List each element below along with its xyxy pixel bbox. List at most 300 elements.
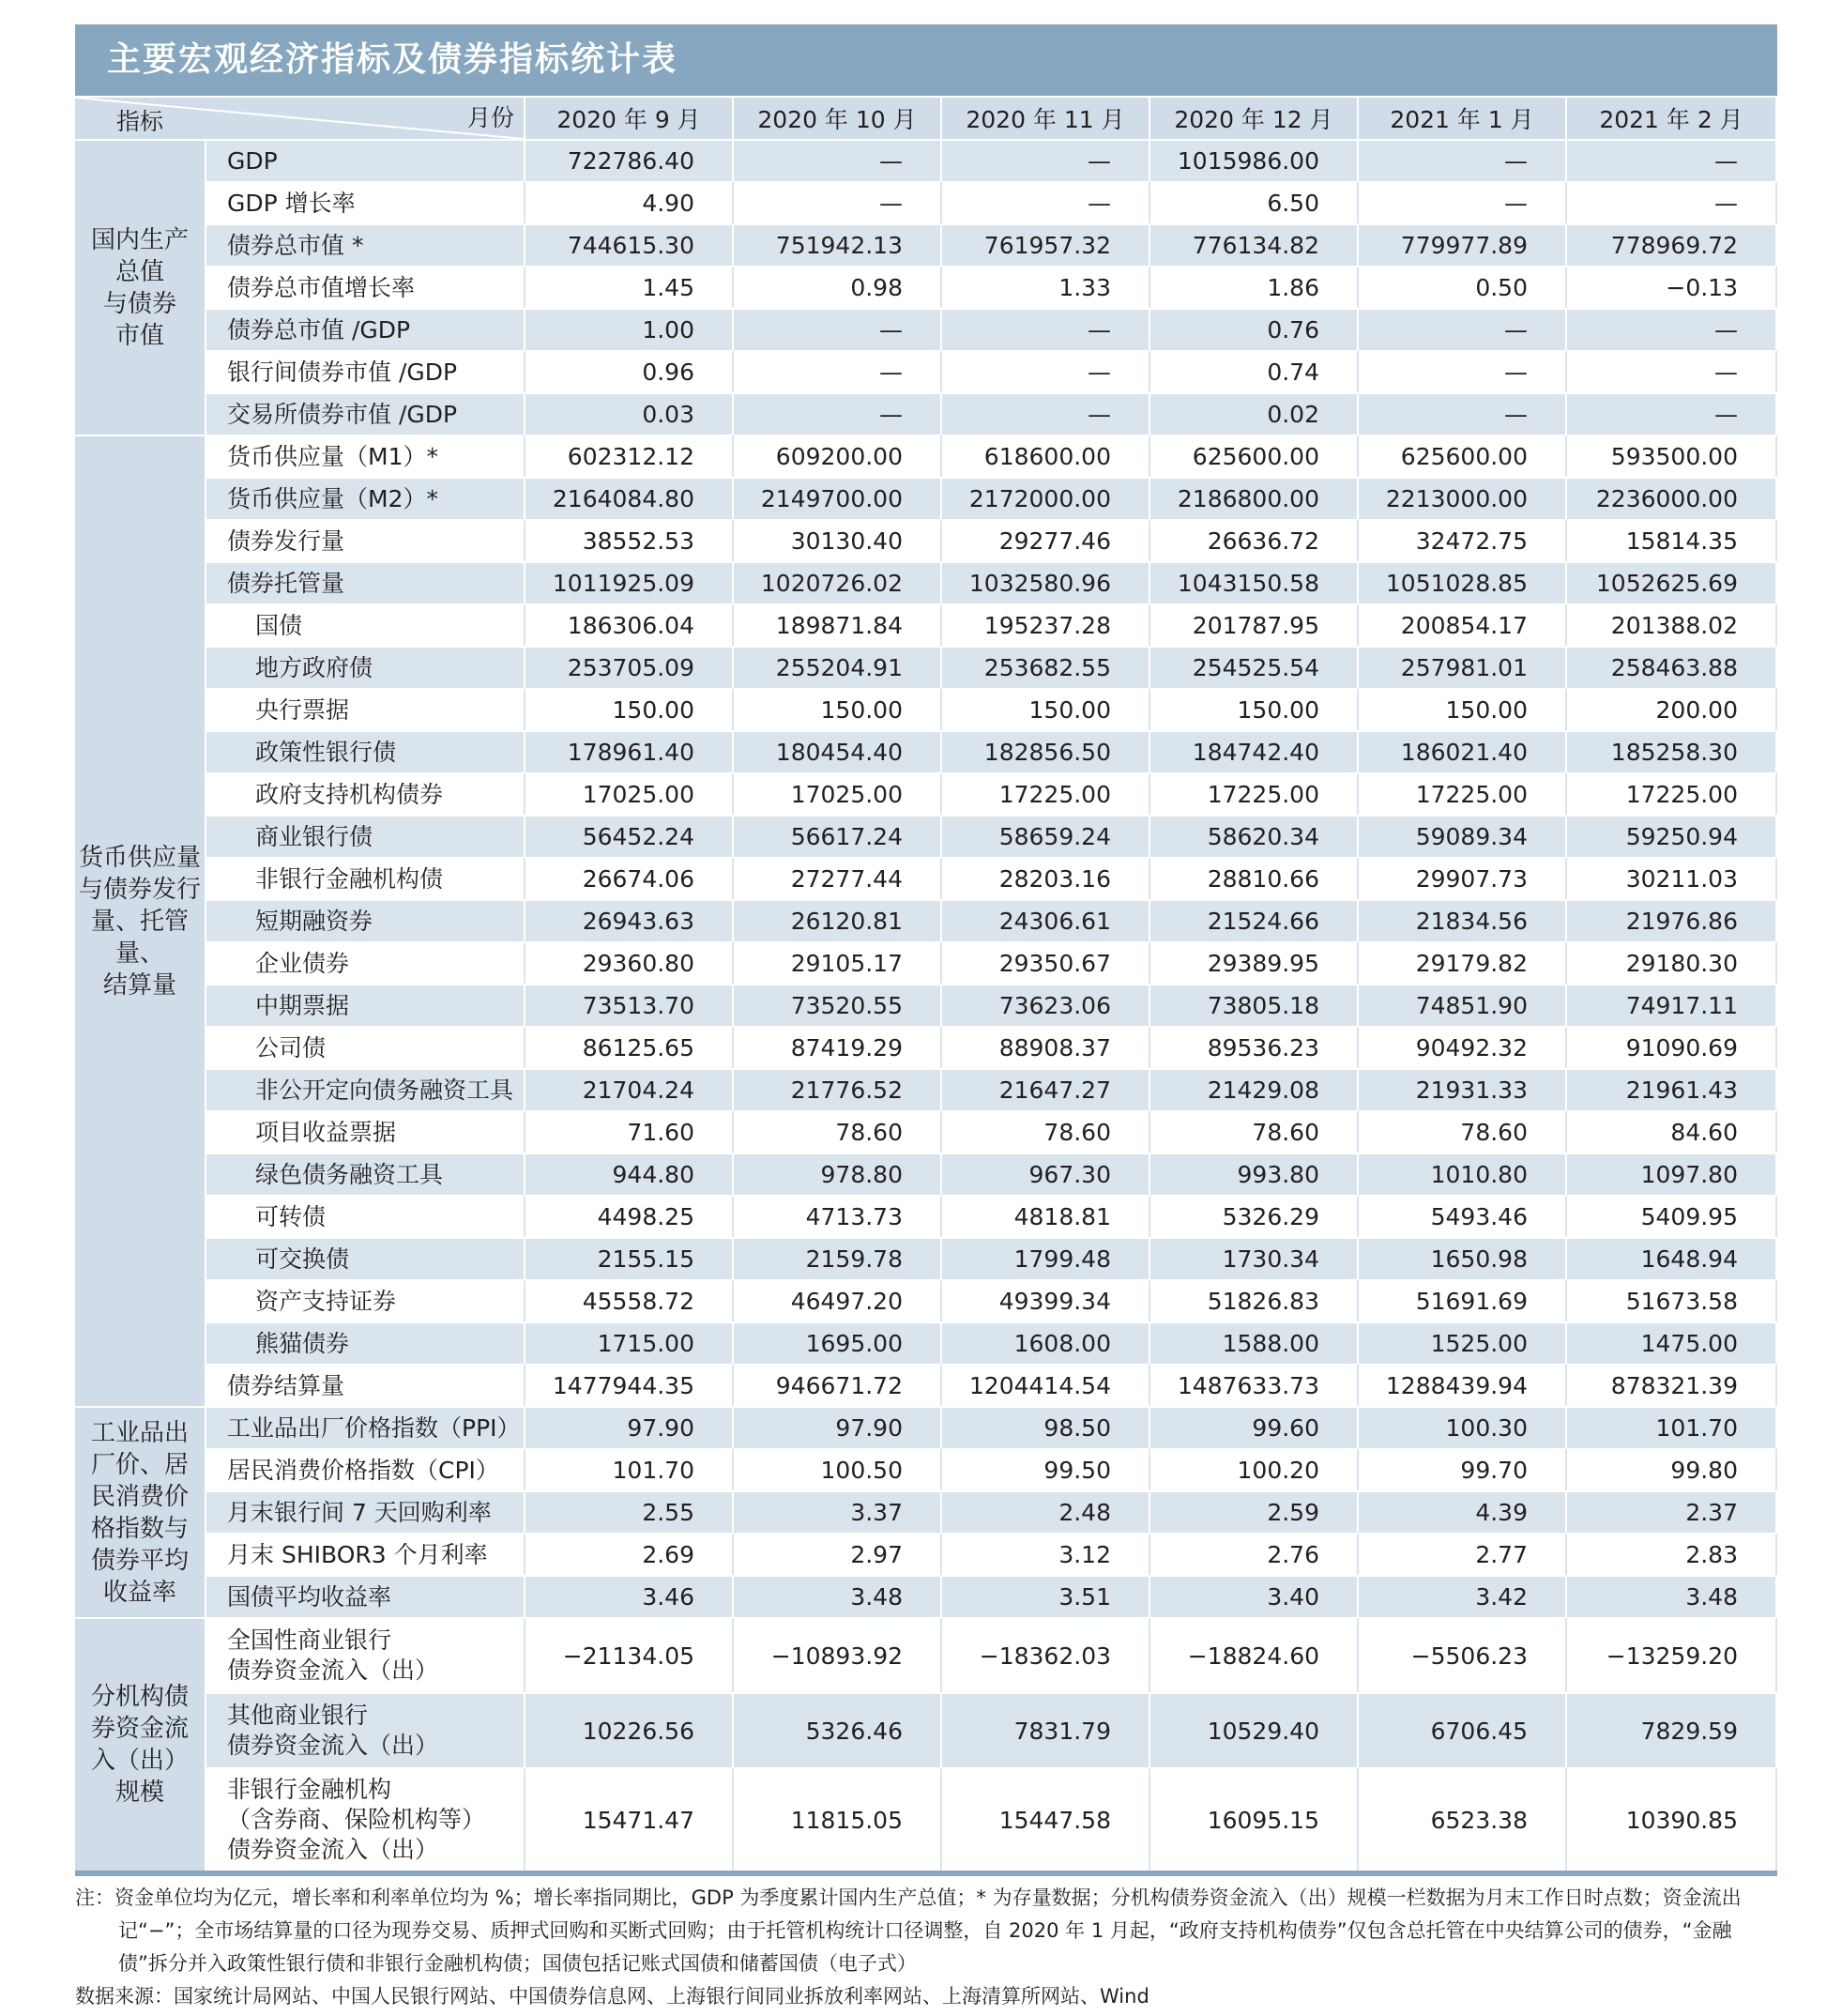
value-cell: 0.96 — [525, 350, 734, 392]
value-cell: 253705.09 — [525, 646, 734, 688]
value-cell: 2213000.00 — [1359, 477, 1567, 519]
value-cell: 195237.28 — [942, 603, 1150, 646]
row-label: 短期融资券 — [206, 899, 525, 941]
value-cell: 51826.83 — [1150, 1279, 1359, 1321]
table-row — [75, 223, 1777, 266]
table-row — [75, 772, 1777, 815]
value-cell: 4.39 — [1359, 1490, 1567, 1533]
row-label: 债券总市值 /GDP — [206, 308, 525, 350]
value-cell: 88908.37 — [942, 1026, 1150, 1068]
value-cell: 257981.01 — [1359, 646, 1567, 688]
group-label: 货币供应量 与债券发行 量、托管量、 结算量 — [75, 435, 206, 1406]
value-cell: 3.48 — [1567, 1575, 1777, 1617]
value-cell: 30130.40 — [734, 519, 942, 561]
value-cell: −13259.20 — [1567, 1617, 1777, 1692]
value-cell: 1010.80 — [1359, 1153, 1567, 1195]
value-cell: 609200.00 — [734, 435, 942, 477]
value-cell: −21134.05 — [525, 1617, 734, 1692]
value-cell: 3.12 — [942, 1533, 1150, 1575]
table-row — [75, 984, 1777, 1026]
value-cell: 1730.34 — [1150, 1237, 1359, 1279]
value-cell: 201787.95 — [1150, 603, 1359, 646]
value-cell: 878321.39 — [1567, 1364, 1777, 1406]
value-cell: 3.40 — [1150, 1575, 1359, 1617]
value-cell: 26674.06 — [525, 857, 734, 899]
data-source: 数据来源：国家统计局网站、中国人民银行网站、中国债券信息网、上海银行间同业拆放利率网站、上海清算所网站、Wind — [75, 1985, 1149, 2008]
value-cell: 49399.34 — [942, 1279, 1150, 1321]
value-cell: 254525.54 — [1150, 646, 1359, 688]
row-label: 国债平均收益率 — [206, 1575, 525, 1617]
value-cell: 1487633.73 — [1150, 1364, 1359, 1406]
value-cell: 5493.46 — [1359, 1195, 1567, 1237]
value-cell: 78.60 — [734, 1110, 942, 1153]
value-cell: 1.86 — [1150, 266, 1359, 308]
value-cell: — — [1567, 139, 1777, 181]
value-cell: 100.20 — [1150, 1448, 1359, 1490]
value-cell: 7829.59 — [1567, 1692, 1777, 1767]
value-cell: 0.98 — [734, 266, 942, 308]
value-cell: 1032580.96 — [942, 561, 1150, 603]
indicator-table — [75, 96, 1777, 1871]
value-cell: 185258.30 — [1567, 730, 1777, 772]
value-cell: 21429.08 — [1150, 1068, 1359, 1110]
value-cell: 946671.72 — [734, 1364, 942, 1406]
value-cell: 17225.00 — [942, 772, 1150, 815]
row-label: 中期票据 — [206, 984, 525, 1026]
table-row — [75, 1321, 1777, 1364]
row-label: 月末 SHIBOR3 个月利率 — [206, 1533, 525, 1575]
table-row — [75, 1279, 1777, 1321]
value-cell: 101.70 — [1567, 1406, 1777, 1448]
table-row — [75, 1406, 1777, 1448]
value-cell: 26943.63 — [525, 899, 734, 941]
table-row — [75, 1575, 1777, 1617]
row-label: 其他商业银行 债券资金流入（出） — [206, 1692, 525, 1767]
value-cell: 5326.46 — [734, 1692, 942, 1767]
value-cell: 4818.81 — [942, 1195, 1150, 1237]
value-cell: 73513.70 — [525, 984, 734, 1026]
value-cell: 3.51 — [942, 1575, 1150, 1617]
value-cell: 73623.06 — [942, 984, 1150, 1026]
value-cell: 200.00 — [1567, 688, 1777, 730]
value-cell: 2.59 — [1150, 1490, 1359, 1533]
value-cell: — — [734, 181, 942, 223]
value-cell: 21524.66 — [1150, 899, 1359, 941]
value-cell: 0.76 — [1150, 308, 1359, 350]
table-row — [75, 603, 1777, 646]
value-cell: 978.80 — [734, 1153, 942, 1195]
table-row — [75, 1692, 1777, 1767]
value-cell: −5506.23 — [1359, 1617, 1567, 1692]
value-cell: 71.60 — [525, 1110, 734, 1153]
value-cell: −10893.92 — [734, 1617, 942, 1692]
value-cell: 78.60 — [1359, 1110, 1567, 1153]
value-cell: — — [734, 308, 942, 350]
value-cell: 2159.78 — [734, 1237, 942, 1279]
value-cell: 97.90 — [525, 1406, 734, 1448]
value-cell: 1608.00 — [942, 1321, 1150, 1364]
value-cell: 16095.15 — [1150, 1767, 1359, 1871]
notes-block — [75, 1882, 1777, 2013]
value-cell: 186306.04 — [525, 603, 734, 646]
value-cell: 51673.58 — [1567, 1279, 1777, 1321]
value-cell: 2186800.00 — [1150, 477, 1359, 519]
row-label: GDP — [206, 139, 525, 181]
value-cell: 4.90 — [525, 181, 734, 223]
value-cell: 2.77 — [1359, 1533, 1567, 1575]
value-cell: 10390.85 — [1567, 1767, 1777, 1871]
value-cell: 86125.65 — [525, 1026, 734, 1068]
value-cell: 761957.32 — [942, 223, 1150, 266]
value-cell: 1588.00 — [1150, 1321, 1359, 1364]
value-cell: 29389.95 — [1150, 941, 1359, 984]
value-cell: 593500.00 — [1567, 435, 1777, 477]
month-header: 2021 年 2 月 — [1567, 96, 1777, 139]
row-label: 债券托管量 — [206, 561, 525, 603]
row-label: 政策性银行债 — [206, 730, 525, 772]
table-row — [75, 266, 1777, 308]
value-cell: 0.03 — [525, 392, 734, 435]
row-label: 地方政府债 — [206, 646, 525, 688]
value-cell: 26636.72 — [1150, 519, 1359, 561]
value-cell: 10226.56 — [525, 1692, 734, 1767]
row-label: 熊猫债券 — [206, 1321, 525, 1364]
value-cell: 100.50 — [734, 1448, 942, 1490]
table-row — [75, 815, 1777, 857]
table-title: 主要宏观经济指标及债券指标统计表 — [75, 24, 1777, 96]
value-cell: — — [1359, 308, 1567, 350]
value-cell: 2236000.00 — [1567, 477, 1777, 519]
value-cell: 1648.94 — [1567, 1237, 1777, 1279]
table-row — [75, 1195, 1777, 1237]
table-row — [75, 1153, 1777, 1195]
value-cell: 4713.73 — [734, 1195, 942, 1237]
table-row — [75, 1026, 1777, 1068]
month-header: 2020 年 9 月 — [525, 96, 734, 139]
value-cell: — — [734, 350, 942, 392]
value-cell: 182856.50 — [942, 730, 1150, 772]
table-row — [75, 1237, 1777, 1279]
row-label: 工业品出厂价格指数（PPI） — [206, 1406, 525, 1448]
value-cell: 29277.46 — [942, 519, 1150, 561]
value-cell: 17225.00 — [1359, 772, 1567, 815]
table-row — [75, 1364, 1777, 1406]
value-cell: — — [1359, 139, 1567, 181]
stats-table-panel — [75, 24, 1777, 2013]
table-row — [75, 181, 1777, 223]
row-label: 货币供应量（M1）* — [206, 435, 525, 477]
table-row — [75, 1448, 1777, 1490]
value-cell: 89536.23 — [1150, 1026, 1359, 1068]
value-cell: 21647.27 — [942, 1068, 1150, 1110]
value-cell: 2.55 — [525, 1490, 734, 1533]
table-bottom-rule — [75, 1871, 1777, 1876]
row-label: 可转债 — [206, 1195, 525, 1237]
value-cell: 150.00 — [1150, 688, 1359, 730]
row-label: 公司债 — [206, 1026, 525, 1068]
table-row — [75, 519, 1777, 561]
value-cell: 58659.24 — [942, 815, 1150, 857]
value-cell: 6523.38 — [1359, 1767, 1567, 1871]
value-cell: 255204.91 — [734, 646, 942, 688]
value-cell: −18824.60 — [1150, 1617, 1359, 1692]
header-corner-cell — [75, 96, 525, 139]
value-cell: 0.74 — [1150, 350, 1359, 392]
value-cell: 29105.17 — [734, 941, 942, 984]
value-cell: 10529.40 — [1150, 1692, 1359, 1767]
value-cell: 993.80 — [1150, 1153, 1359, 1195]
table-row — [75, 899, 1777, 941]
value-cell: −0.13 — [1567, 266, 1777, 308]
value-cell: 29180.30 — [1567, 941, 1777, 984]
table-row — [75, 1110, 1777, 1153]
value-cell: 73520.55 — [734, 984, 942, 1026]
table-row — [75, 139, 1777, 181]
value-cell: 1525.00 — [1359, 1321, 1567, 1364]
table-row — [75, 1533, 1777, 1575]
value-cell: 28810.66 — [1150, 857, 1359, 899]
value-cell: 1715.00 — [525, 1321, 734, 1364]
value-cell: 99.50 — [942, 1448, 1150, 1490]
value-cell: 99.60 — [1150, 1406, 1359, 1448]
value-cell: — — [1359, 350, 1567, 392]
table-row — [75, 1767, 1777, 1871]
table-row — [75, 435, 1777, 477]
indicator-header-label: 指标 — [116, 108, 164, 135]
value-cell: 751942.13 — [734, 223, 942, 266]
row-label: 货币供应量（M2）* — [206, 477, 525, 519]
value-cell: 99.70 — [1359, 1448, 1567, 1490]
value-cell: 2155.15 — [525, 1237, 734, 1279]
value-cell: 150.00 — [734, 688, 942, 730]
value-cell: 30211.03 — [1567, 857, 1777, 899]
value-cell: 59250.94 — [1567, 815, 1777, 857]
row-label: 企业债券 — [206, 941, 525, 984]
value-cell: −18362.03 — [942, 1617, 1150, 1692]
value-cell: 21704.24 — [525, 1068, 734, 1110]
value-cell: 2.83 — [1567, 1533, 1777, 1575]
value-cell: 28203.16 — [942, 857, 1150, 899]
value-cell: 150.00 — [525, 688, 734, 730]
value-cell: 150.00 — [1359, 688, 1567, 730]
value-cell: 625600.00 — [1359, 435, 1567, 477]
value-cell: 27277.44 — [734, 857, 942, 899]
month-header: 2020 年 11 月 — [942, 96, 1150, 139]
value-cell: 87419.29 — [734, 1026, 942, 1068]
table-row — [75, 561, 1777, 603]
value-cell: 1288439.94 — [1359, 1364, 1567, 1406]
value-cell: 178961.40 — [525, 730, 734, 772]
row-label: 项目收益票据 — [206, 1110, 525, 1153]
value-cell: — — [942, 308, 1150, 350]
value-cell: — — [1359, 392, 1567, 435]
value-cell: 29360.80 — [525, 941, 734, 984]
value-cell: 967.30 — [942, 1153, 1150, 1195]
value-cell: 17225.00 — [1567, 772, 1777, 815]
value-cell: 200854.17 — [1359, 603, 1567, 646]
row-label: 可交换债 — [206, 1237, 525, 1279]
value-cell: 2.69 — [525, 1533, 734, 1575]
value-cell: 5409.95 — [1567, 1195, 1777, 1237]
value-cell: 2.76 — [1150, 1533, 1359, 1575]
value-cell: — — [1359, 181, 1567, 223]
value-cell: 1.45 — [525, 266, 734, 308]
value-cell: 58620.34 — [1150, 815, 1359, 857]
value-cell: 1204414.54 — [942, 1364, 1150, 1406]
table-row — [75, 1490, 1777, 1533]
row-label: 国债 — [206, 603, 525, 646]
value-cell: — — [1567, 392, 1777, 435]
value-cell: 180454.40 — [734, 730, 942, 772]
value-cell: 2.97 — [734, 1533, 942, 1575]
value-cell: 17225.00 — [1150, 772, 1359, 815]
value-cell: 0.50 — [1359, 266, 1567, 308]
table-body — [75, 96, 1777, 1871]
value-cell: — — [734, 392, 942, 435]
value-cell: 46497.20 — [734, 1279, 942, 1321]
value-cell: 7831.79 — [942, 1692, 1150, 1767]
value-cell: 78.60 — [1150, 1110, 1359, 1153]
value-cell: 201388.02 — [1567, 603, 1777, 646]
group-label: 分机构债 券资金流 入（出） 规模 — [75, 1617, 206, 1871]
value-cell: 1695.00 — [734, 1321, 942, 1364]
value-cell: 1011925.09 — [525, 561, 734, 603]
value-cell: 15471.47 — [525, 1767, 734, 1871]
value-cell: 1051028.85 — [1359, 561, 1567, 603]
value-cell: 38552.53 — [525, 519, 734, 561]
table-row — [75, 1617, 1777, 1692]
table-row — [75, 857, 1777, 899]
value-cell: 184742.40 — [1150, 730, 1359, 772]
value-cell: 84.60 — [1567, 1110, 1777, 1153]
value-cell: 56452.24 — [525, 815, 734, 857]
row-label: 债券总市值 * — [206, 223, 525, 266]
value-cell: 3.48 — [734, 1575, 942, 1617]
value-cell: 189871.84 — [734, 603, 942, 646]
row-label: 债券结算量 — [206, 1364, 525, 1406]
value-cell: — — [734, 139, 942, 181]
value-cell: 1020726.02 — [734, 561, 942, 603]
value-cell: 51691.69 — [1359, 1279, 1567, 1321]
row-label: 政府支持机构债券 — [206, 772, 525, 815]
row-label: 商业银行债 — [206, 815, 525, 857]
value-cell: 56617.24 — [734, 815, 942, 857]
value-cell: 78.60 — [942, 1110, 1150, 1153]
row-label: 绿色债务融资工具 — [206, 1153, 525, 1195]
value-cell: 1.00 — [525, 308, 734, 350]
month-header: 2020 年 10 月 — [734, 96, 942, 139]
value-cell: 2.37 — [1567, 1490, 1777, 1533]
value-cell: 744615.30 — [525, 223, 734, 266]
value-cell: 29907.73 — [1359, 857, 1567, 899]
row-label: 月末银行间 7 天回购利率 — [206, 1490, 525, 1533]
row-label: 非银行金融机构 （含券商、保险机构等） 债券资金流入（出） — [206, 1767, 525, 1871]
value-cell: 3.46 — [525, 1575, 734, 1617]
value-cell: 1043150.58 — [1150, 561, 1359, 603]
value-cell: 1799.48 — [942, 1237, 1150, 1279]
value-cell: 59089.34 — [1359, 815, 1567, 857]
value-cell: 15814.35 — [1567, 519, 1777, 561]
row-label: 债券总市值增长率 — [206, 266, 525, 308]
month-header: 2021 年 1 月 — [1359, 96, 1567, 139]
value-cell: 32472.75 — [1359, 519, 1567, 561]
value-cell: 776134.82 — [1150, 223, 1359, 266]
value-cell: 6.50 — [1150, 181, 1359, 223]
value-cell: — — [1567, 181, 1777, 223]
value-cell: 625600.00 — [1150, 435, 1359, 477]
value-cell: 74917.11 — [1567, 984, 1777, 1026]
value-cell: 29350.67 — [942, 941, 1150, 984]
table-row — [75, 1068, 1777, 1110]
value-cell: 45558.72 — [525, 1279, 734, 1321]
value-cell: 778969.72 — [1567, 223, 1777, 266]
value-cell: 101.70 — [525, 1448, 734, 1490]
value-cell: 24306.61 — [942, 899, 1150, 941]
month-header: 2020 年 12 月 — [1150, 96, 1359, 139]
value-cell: — — [942, 181, 1150, 223]
value-cell: — — [942, 350, 1150, 392]
row-label: 居民消费价格指数（CPI） — [206, 1448, 525, 1490]
value-cell: 1650.98 — [1359, 1237, 1567, 1279]
value-cell: 5326.29 — [1150, 1195, 1359, 1237]
value-cell: — — [942, 139, 1150, 181]
value-cell: 98.50 — [942, 1406, 1150, 1448]
row-label: 银行间债券市值 /GDP — [206, 350, 525, 392]
row-label: 全国性商业银行 债券资金流入（出） — [206, 1617, 525, 1692]
value-cell: 90492.32 — [1359, 1026, 1567, 1068]
value-cell: 186021.40 — [1359, 730, 1567, 772]
value-cell: 1097.80 — [1567, 1153, 1777, 1195]
value-cell: 4498.25 — [525, 1195, 734, 1237]
month-header-label: 月份 — [466, 104, 514, 131]
table-footnote: 注：资金单位均为亿元，增长率和利率单位均为 %；增长率指同期比，GDP 为季度累计国内生产总值；* 为存量数据；分机构债券资金流入（出）规模一栏数据为月末工作日时点数；资金流出记“−”；全市场结算量的口径为现券交易、质押式回购和买断式回购；由于托管机构统计口径调整，自 2020 年 1 月起，“政府支持机构债券”仅包含总托管在中央结算公司的债券，“金融债”拆分并入政策性银行债和非银行金融机构债；国债包括记账式国债和储蓄国债（电子式） — [75, 1886, 1742, 1975]
value-cell: 1052625.69 — [1567, 561, 1777, 603]
value-cell: 99.80 — [1567, 1448, 1777, 1490]
value-cell: 11815.05 — [734, 1767, 942, 1871]
value-cell: 2164084.80 — [525, 477, 734, 519]
value-cell: 618600.00 — [942, 435, 1150, 477]
row-label: 非银行金融机构债 — [206, 857, 525, 899]
value-cell: 6706.45 — [1359, 1692, 1567, 1767]
value-cell: 722786.40 — [525, 139, 734, 181]
value-cell: 2172000.00 — [942, 477, 1150, 519]
value-cell: 1475.00 — [1567, 1321, 1777, 1364]
value-cell: 91090.69 — [1567, 1026, 1777, 1068]
value-cell: 21776.52 — [734, 1068, 942, 1110]
table-row — [75, 477, 1777, 519]
value-cell: 3.42 — [1359, 1575, 1567, 1617]
value-cell: 779977.89 — [1359, 223, 1567, 266]
row-label: 交易所债券市值 /GDP — [206, 392, 525, 435]
value-cell: 100.30 — [1359, 1406, 1567, 1448]
header-row — [75, 96, 1777, 139]
value-cell: 21976.86 — [1567, 899, 1777, 941]
value-cell: 258463.88 — [1567, 646, 1777, 688]
table-row — [75, 308, 1777, 350]
value-cell: 602312.12 — [525, 435, 734, 477]
value-cell: — — [1567, 308, 1777, 350]
table-row — [75, 941, 1777, 984]
value-cell: 1.33 — [942, 266, 1150, 308]
value-cell: 26120.81 — [734, 899, 942, 941]
value-cell: 2149700.00 — [734, 477, 942, 519]
value-cell: 17025.00 — [734, 772, 942, 815]
value-cell: 2.48 — [942, 1490, 1150, 1533]
value-cell: — — [1567, 350, 1777, 392]
group-label: 国内生产 总值 与债券 市值 — [75, 139, 206, 435]
value-cell: 3.37 — [734, 1490, 942, 1533]
value-cell: 73805.18 — [1150, 984, 1359, 1026]
